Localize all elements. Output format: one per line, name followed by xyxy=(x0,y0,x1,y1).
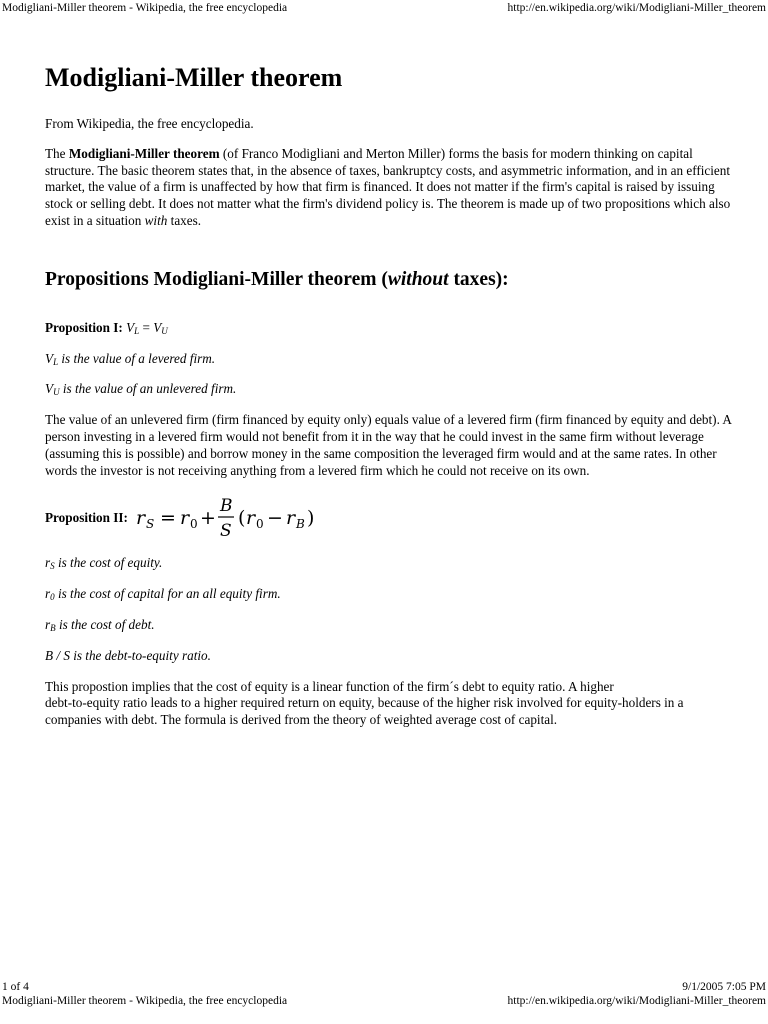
formula-minus: − xyxy=(266,507,283,530)
formula-r-0: r xyxy=(179,507,190,530)
footer-page-title: Modigliani-Miller theorem - Wikipedia, the free encyclopedia xyxy=(2,995,288,1007)
formula-r-s: r xyxy=(135,507,146,530)
formula-rparen: ) xyxy=(306,507,315,530)
formula-equals: = xyxy=(159,507,176,530)
formula-r-b: r xyxy=(285,507,296,530)
footer-page-count: 1 of 4 xyxy=(2,981,29,993)
formula-denominator: S xyxy=(219,521,232,542)
formula-sub-s: S xyxy=(145,517,155,532)
proposition-1-label: Proposition I: xyxy=(45,319,123,335)
definition-r0: $r_0$ is the cost of capital for an all equity firm. xyxy=(45,586,281,603)
formula-r-0-b: r xyxy=(245,507,256,530)
definition-vu: $V_U$ is the value of an unlevered firm. xyxy=(45,381,237,398)
footer-url[interactable]: http://en.wikipedia.org/wiki/Modigliani-Miller_theorem xyxy=(507,995,766,1007)
proposition-2-formula xyxy=(134,493,324,543)
formula-lparen: ( xyxy=(237,507,246,530)
formula-sub-b: B xyxy=(295,517,305,532)
definition-bs: B / S is the debt-to-equity ratio. xyxy=(45,647,211,663)
formula-plus: + xyxy=(199,507,216,530)
page-title: Modigliani-Miller theorem xyxy=(45,63,343,92)
proposition-1: Proposition I: $V_L = V_U$ xyxy=(45,319,168,336)
proposition-2 xyxy=(45,493,735,543)
article-content xyxy=(45,62,735,743)
definition-rs: $r_S$ is the cost of equity. xyxy=(45,555,163,572)
intro-paragraph: The Modigliani-Miller theorem (of Franco Modigliani and Merton Miller) forms the basis for modern thinking on capital structure. The basic theorem states that, in the absence of taxes, bankruptcy costs, and asymmetric information, and in an efficient market, the value of a firm is unaffected by how that firm is financed. It does not matter if the firm's capital is raised by issuing stock or selling debt. It does not matter what the firm's dividend policy is. The theorem is made up of two propositions which also exist in a situation with taxes. xyxy=(45,145,731,228)
footer-datetime: 9/1/2005 7:05 PM xyxy=(682,981,766,993)
formula-numerator: B xyxy=(219,496,233,517)
header-page-title: Modigliani-Miller theorem - Wikipedia, the free encyclopedia xyxy=(2,2,288,14)
formula-sub-0: 0 xyxy=(189,517,198,532)
section-heading: Propositions Modigliani-Miller theorem (without taxes): xyxy=(45,268,509,290)
site-tagline: From Wikipedia, the free encyclopedia. xyxy=(45,116,254,131)
formula-sub-0-b: 0 xyxy=(255,517,264,532)
proposition-2-explanation: This propostion implies that the cost of equity is a linear function of the firm´s debt to equity ratio. A higher debt-to-equity ratio leads to a higher required return on equity, because of the higher risk involved for equity-holders in a companies with debt. The formula is derived from the theory of weighted average cost of capital. xyxy=(45,678,684,728)
definition-vl: $V_L$ is the value of a levered firm. xyxy=(45,350,216,367)
proposition-2-label: Proposition II: xyxy=(45,509,128,525)
proposition-1-explanation: The value of an unlevered firm (firm financed by equity only) equals value of a levered firm (firm financed by equity and debt). A person investing in a levered firm would not benefit from it in the way that he could invest in the same firm without leverage (assuming this is possible) and borrow money in the same composition the leveraged firm would and at the same rates. In other words the investor is not receiving anything from a levered firm which he could not receive on its own. xyxy=(45,412,732,478)
header-url[interactable]: http://en.wikipedia.org/wiki/Modigliani-Miller_theorem xyxy=(507,2,766,14)
intro-bold-term: Modigliani-Miller theorem xyxy=(68,145,220,161)
definition-rb: $r_B$ is the cost of debt. xyxy=(45,616,155,633)
